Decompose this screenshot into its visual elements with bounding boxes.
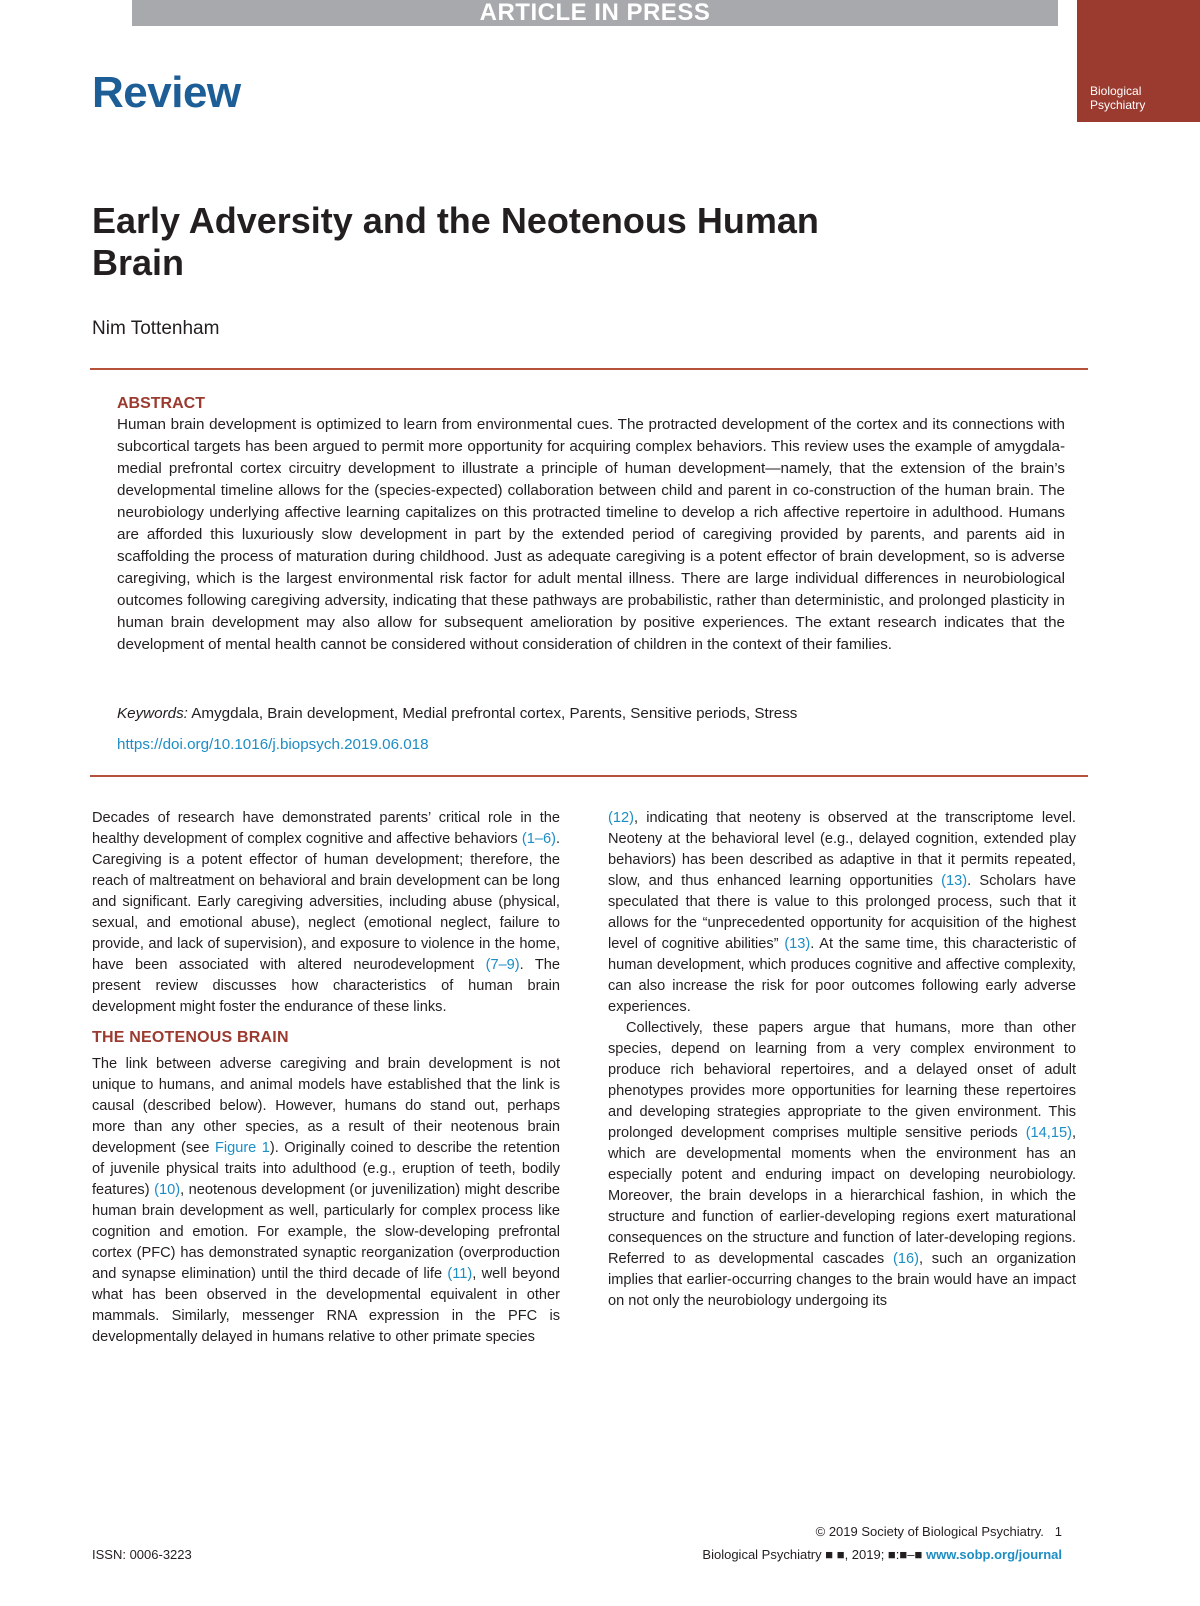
abstract-bottom-rule <box>90 775 1088 777</box>
neotenous-brain-paragraph-continued <box>608 808 1076 1018</box>
body-column-left <box>92 808 560 1348</box>
intro-paragraph <box>92 808 560 1018</box>
footer-issn: ISSN: 0006-3223 <box>92 1547 192 1562</box>
footer-copyright <box>816 1524 1062 1539</box>
citation-link[interactable]: (12) <box>608 810 634 826</box>
citation-link[interactable]: (7–9) <box>485 957 520 973</box>
author-name: Nim Tottenham <box>92 318 220 339</box>
citation-link[interactable]: (16) <box>892 1251 919 1267</box>
article-title: Early Adversity and the Neotenous Human Brain <box>92 200 819 283</box>
abstract-top-rule <box>90 368 1088 370</box>
page-number: 1 <box>1054 1524 1062 1539</box>
text-run: , which are developmental moments when the environment has an especially potent and enduring impact on developing neurobiology. Moreover, the brain develops in a hierarchical fashion, in which the structure and function of earlier-developing regions exert maturational consequences on the structure and function of later-developing regions. Referred to as developmental cascades <box>608 1125 1076 1267</box>
text-run: . The present review discusses how characteristics of human brain development might foster the endurance of these links. <box>92 957 560 1015</box>
text-run: . Caregiving is a potent effector of human development; therefore, the reach of maltreatment on behavioral and brain development can be long and significant. Early caregiving adversities, including abuse (physical, sexual, and emotional abuse), neglect (emotional neglect, failure to provide, and lack of supervision), and exposure to violence in the home, have been associated with altered neurodevelopment <box>92 831 560 973</box>
footer-journal <box>702 1547 1062 1562</box>
text-run: . Scholars have speculated that there is value to this prolonged process, such that it allows for the “unprecedented opportunity for acquisition of the highest level of cognitive abilities” <box>608 873 1076 952</box>
text-run: , such an organization implies that earlier-occurring changes to the brain would have an impact on not only the neurobiology undergoing its <box>608 1251 1076 1309</box>
citation-link[interactable]: (13) <box>941 873 968 889</box>
neotenous-brain-paragraph <box>92 1054 560 1348</box>
journal-tab-label: Biological Psychiatry <box>1090 84 1146 112</box>
article-in-press-banner: ARTICLE IN PRESS <box>132 0 1058 26</box>
citation-link[interactable]: (10) <box>154 1182 181 1198</box>
text-run: The link between adverse caregiving and brain development is not unique to humans, and animal models have established that the link is causal (described below). However, humans do stand out, perhaps more than any other species, as a result of their neotenous brain development (see <box>92 1056 560 1156</box>
text-run: , neotenous development (or juvenilization) might describe human brain development as well, particularly for complex process like cognition and emotion. For example, the slow-developing prefrontal cortex (PFC) has demonstrated synaptic reorganization (overproduction and synapse elimination) until the third decade of life <box>92 1182 560 1282</box>
text-run: Decades of research have demonstrated parents’ critical role in the healthy development of complex cognitive and affective behaviors <box>92 810 560 847</box>
doi-link[interactable]: https://doi.org/10.1016/j.biopsych.2019.06.018 <box>117 736 429 753</box>
journal-url-link[interactable]: www.sobp.org/journal <box>925 1547 1062 1562</box>
text-run: . At the same time, this characteristic of human development, which produces cognitive and affective complexity, can also increase the risk for poor outcomes following early adverse experiences. <box>608 936 1076 1015</box>
text-run: Collectively, these papers argue that humans, more than other species, depend on learning from a very complex environment to produce rich behavioral repertoires, and a delayed onset of adult phenotypes provides more opportunities for learning these repertoires and developing strategies appropriate to the given environment. This prolonged development comprises multiple sensitive periods <box>608 1020 1076 1141</box>
citation-link[interactable]: (13) <box>784 936 811 952</box>
section-heading-neotenous-brain: THE NEOTENOUS BRAIN <box>92 1029 289 1046</box>
figure-link[interactable]: Figure 1 <box>214 1140 270 1156</box>
collectively-paragraph <box>608 1018 1076 1312</box>
text-run: , well beyond what has been observed in the developmental equivalent in other mammals. Similarly, messenger RNA expression in the PFC is developmentally delayed in humans relative to other primate species <box>92 1266 560 1345</box>
journal-tab <box>1077 0 1200 122</box>
copyright-text: © 2019 Society of Biological Psychiatry. <box>815 1524 1044 1539</box>
section-label: Review <box>92 68 241 117</box>
text-run: , indicating that neoteny is observed at the transcriptome level. Neoteny at the behavioral level (e.g., delayed cognition, extended play behaviors) has been described as adaptive in that it permits repeated, slow, and thus enhanced learning opportunities <box>608 810 1076 889</box>
keywords <box>117 703 1065 725</box>
keywords-list: Amygdala, Brain development, Medial prefrontal cortex, Parents, Sensitive periods, Stress <box>191 705 798 722</box>
keywords-label: Keywords: <box>117 705 188 722</box>
citation-link[interactable]: (1–6) <box>521 831 556 847</box>
abstract-heading: ABSTRACT <box>117 395 205 412</box>
abstract-text: Human brain development is optimized to learn from environmental cues. The protracted development of the cortex and its connections with subcortical targets has been argued to permit more opportunity for acquiring complex behaviors. This review uses the example of amygdala-medial prefrontal cortex circuitry development to illustrate a principle of human development—namely, that the extension of the brain’s developmental timeline allows for the (species-expected) collaboration between child and parent in co-construction of the human brain. The neurobiology underlying affective learning capitalizes on this protracted timeline to develop a rich affective repertoire in adulthood. Humans are afforded this luxuriously slow development in part by the extended period of caregiving provided by parents, and parents aid in scaffolding the process of maturation during childhood. Just as adequate caregiving is a potent effector of brain development, so is adverse caregiving, which is the largest environmental risk factor for adult mental illness. There are large individual differences in neurobiological outcomes following caregiving adversity, indicating that these pathways are probabilistic, rather than deterministic, and prolonged plasticity in human brain development may also allow for subsequent amelioration by positive experiences. The extant research indicates that the development of mental health cannot be considered without consideration of children in the context of their families. <box>117 416 1065 653</box>
citation-link[interactable]: (14,15) <box>1025 1125 1072 1141</box>
body-column-right <box>608 808 1076 1312</box>
citation-link[interactable]: (11) <box>447 1266 473 1282</box>
text-run: ). Originally coined to describe the retention of juvenile physical traits into adulthood (e.g., eruption of teeth, bodily features) <box>92 1140 560 1198</box>
journal-citation: Biological Psychiatry ■ ■, 2019; ■:■–■ <box>702 1547 923 1562</box>
